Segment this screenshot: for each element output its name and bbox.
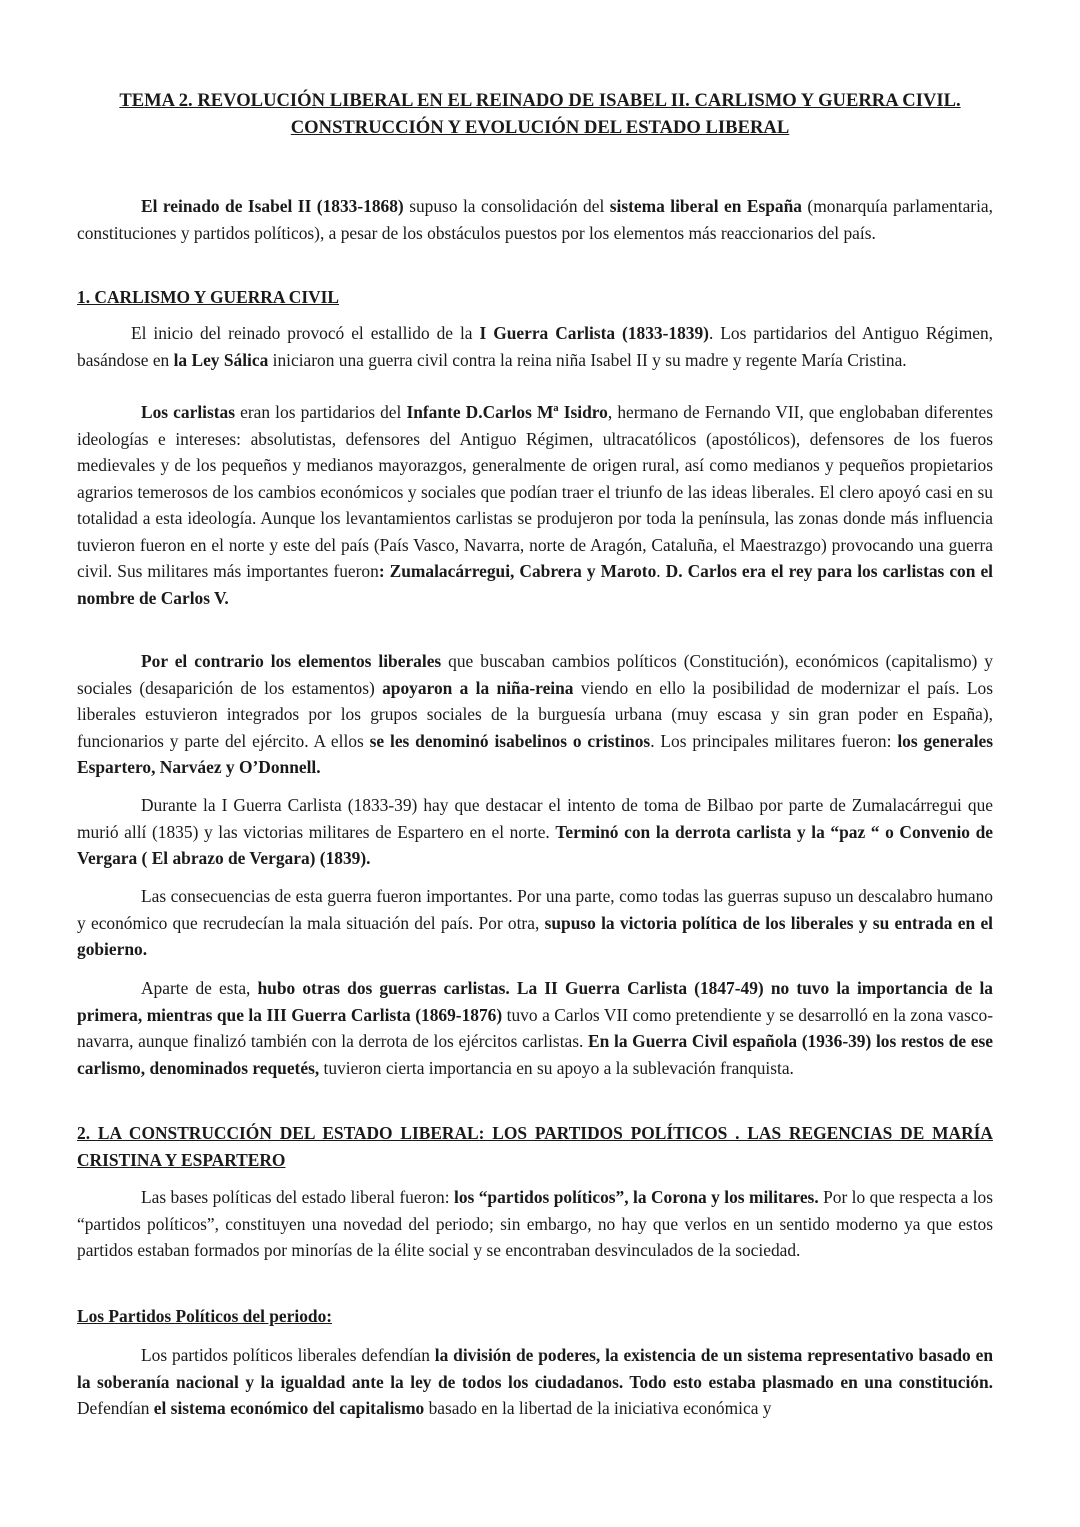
bold-text-run: : Zumalacárregui, Cabrera y Maroto [378,561,657,581]
text-run: . Los partidarios del Antiguo Régimen, basándose en [77,323,993,370]
text-run: . Los principales militares fueron: [650,730,898,751]
text-run: Por lo que respecta a los “partidos políticos”, constituyen una novedad del periodo; sin embargo, no hay que verlos en un sentido moderno ya que estos partidos estaban formados por minorías de la élite social y se encontraban desvinculados de la sociedad. [77,1187,994,1260]
bold-text-run: supuso la victoria política de los liberales y su entrada en el gobierno. [77,912,993,959]
text-run: . [656,561,666,581]
bold-text-run: hubo otras dos guerras carlistas. La II Guerra Carlista (1847-49) no tuvo la importancia de la primera, mientras que la III Guerra Carlista (1869-1876) [77,978,993,1025]
text-run: , hermano de Fernando VII, que englobaban diferentes ideologías e intereses: absolutistas, defensores del Antiguo Régimen, ultracatólicos (apostólicos), defensores de los fueros medievales y de los pequeños y medianos mayorazgos, generalmente de origen rural, así como medianos y pequeños propietarios agrarios temerosos de los cambios económicos y sociales que podían traer el triunfo de las ideas liberales. El clero apoyó casi en su totalidad a esta ideología. Aunque los levantamientos carlistas se produjeron por toda la península, las zonas donde más influencia tuvieron fueron en el norte y este del país (País Vasco, Navarra, norte de Aragón, Cataluña, el Maestrazgo) provocando una guerra civil. Sus militares más importantes fueron [77,402,994,581]
bold-text-run: D. Carlos era el rey para los carlistas con el nombre de Carlos V. [77,561,993,608]
bold-text-run: Terminó con la derrota carlista y la “paz “ o Convenio de Vergara ( El abrazo de Vergara) (1839). [77,821,993,868]
text-run: viendo en ello la posibilidad de modernizar el país. Los liberales estuvieron integrados por los grupos sociales de la burguesía urbana (muy escasa y sin gran poder en España), funcionarios y parte del ejército. A ellos [77,677,993,751]
bold-text-run: los “partidos políticos”, la Corona y los militares. [454,1187,819,1207]
section-2-paragraph-2 [77,1342,993,1422]
bold-text-run: los generales Espartero, Narváez y O’Donnell. [77,730,994,777]
text-run: supuso la consolidación del [403,196,610,216]
text-run: eran los partidarios del [235,402,407,422]
bold-text-run: I Guerra Carlista (1833-1839) [479,323,709,343]
text-run: tuvo a Carlos VII como pretendiente y se desarrolló en la zona vasco-navarra, aunque finalizó también con la derrota de los ejércitos carlistas. [77,1004,994,1051]
section-1-heading: 1. CARLISMO Y GUERRA CIVIL [77,287,340,307]
text-run: (monarquía parlamentaria, constituciones y partidos políticos), a pesar de los obstáculos puestos por los elementos más reaccionarios del país. [77,196,993,243]
text-run: Las consecuencias de esta guerra fueron importantes. Por una parte, como todas las guerras supuso un descalabro humano y económico que recrudecían la mala situación del país. Por otra, [77,886,993,933]
text-run: Las bases políticas del estado liberal fueron: [141,1187,455,1207]
bold-text-run: Los carlistas [141,402,236,422]
text-run: iniciaron una guerra civil contra la reina niña Isabel II y su madre y regente María Cristina. [268,349,907,370]
section-1-paragraph-2 [77,399,993,611]
bold-text-run: se les denominó isabelinos o cristinos [369,730,651,751]
bold-text-run: el sistema económico del capitalismo [153,1398,425,1418]
section-1-paragraph-6 [77,975,993,1081]
bold-text-run: la Ley Sálica [173,349,269,370]
text-run: Aparte de esta, [141,978,258,998]
bold-text-run: apoyaron a la niña-reina [382,677,574,698]
text-run: que buscaban cambios políticos (Constitución), económicos (capitalismo) y sociales (desaparición de los estamentos) [77,651,994,698]
section-2-heading: 2. LA CONSTRUCCIÓN DEL ESTADO LIBERAL: LOS PARTIDOS POLÍTICOS . LAS REGENCIAS DE MARÍA CRISTINA Y ESPARTERO [77,1123,993,1170]
bold-text-run: Infante D.Carlos Mª Isidro [406,402,608,422]
bold-text-run: El reinado de Isabel II (1833-1868) [141,196,404,216]
text-run: Defendían [77,1398,154,1418]
section-1-paragraph-1 [77,320,993,373]
bold-text-run: Por el contrario los elementos liberales [141,651,442,671]
bold-text-run: sistema liberal en España [609,196,802,216]
section-2-paragraph-1 [77,1184,993,1264]
text-run: tuvieron cierta importancia en su apoyo a la sublevación franquista. [319,1057,794,1078]
section-1-paragraph-5 [77,883,993,963]
text-run: El inicio del reinado provocó el estallido de la [131,323,480,343]
section-1-paragraph-4 [77,792,993,872]
section-1-paragraph-3 [77,648,993,781]
bold-text-run: la división de poderes, la existencia de un sistema representativo basado en la soberanía nacional y la igualdad ante la ley de todos los ciudadanos. Todo esto estaba plasmado en una constitución. [77,1345,994,1392]
text-run: basado en la libertad de la iniciativa económica y [424,1398,772,1418]
section-2-subheading: Los Partidos Políticos del periodo: [77,1306,333,1326]
intro-paragraph [77,193,993,246]
text-run: Los partidos políticos liberales defendían [141,1345,435,1365]
document-title: TEMA 2. REVOLUCIÓN LIBERAL EN EL REINADO DE ISABEL II. CARLISMO Y GUERRA CIVIL. CONSTRUCCIÓN Y EVOLUCIÓN DEL ESTADO LIBERAL [119,90,961,138]
text-run: Durante la I Guerra Carlista (1833-39) hay que destacar el intento de toma de Bilbao por parte de Zumalacárregui que murió allí (1835) y las victorias militares de Espartero en el norte. [77,795,993,842]
bold-text-run: En la Guerra Civil española (1936-39) los restos de ese carlismo, denominados requetés, [77,1031,994,1078]
